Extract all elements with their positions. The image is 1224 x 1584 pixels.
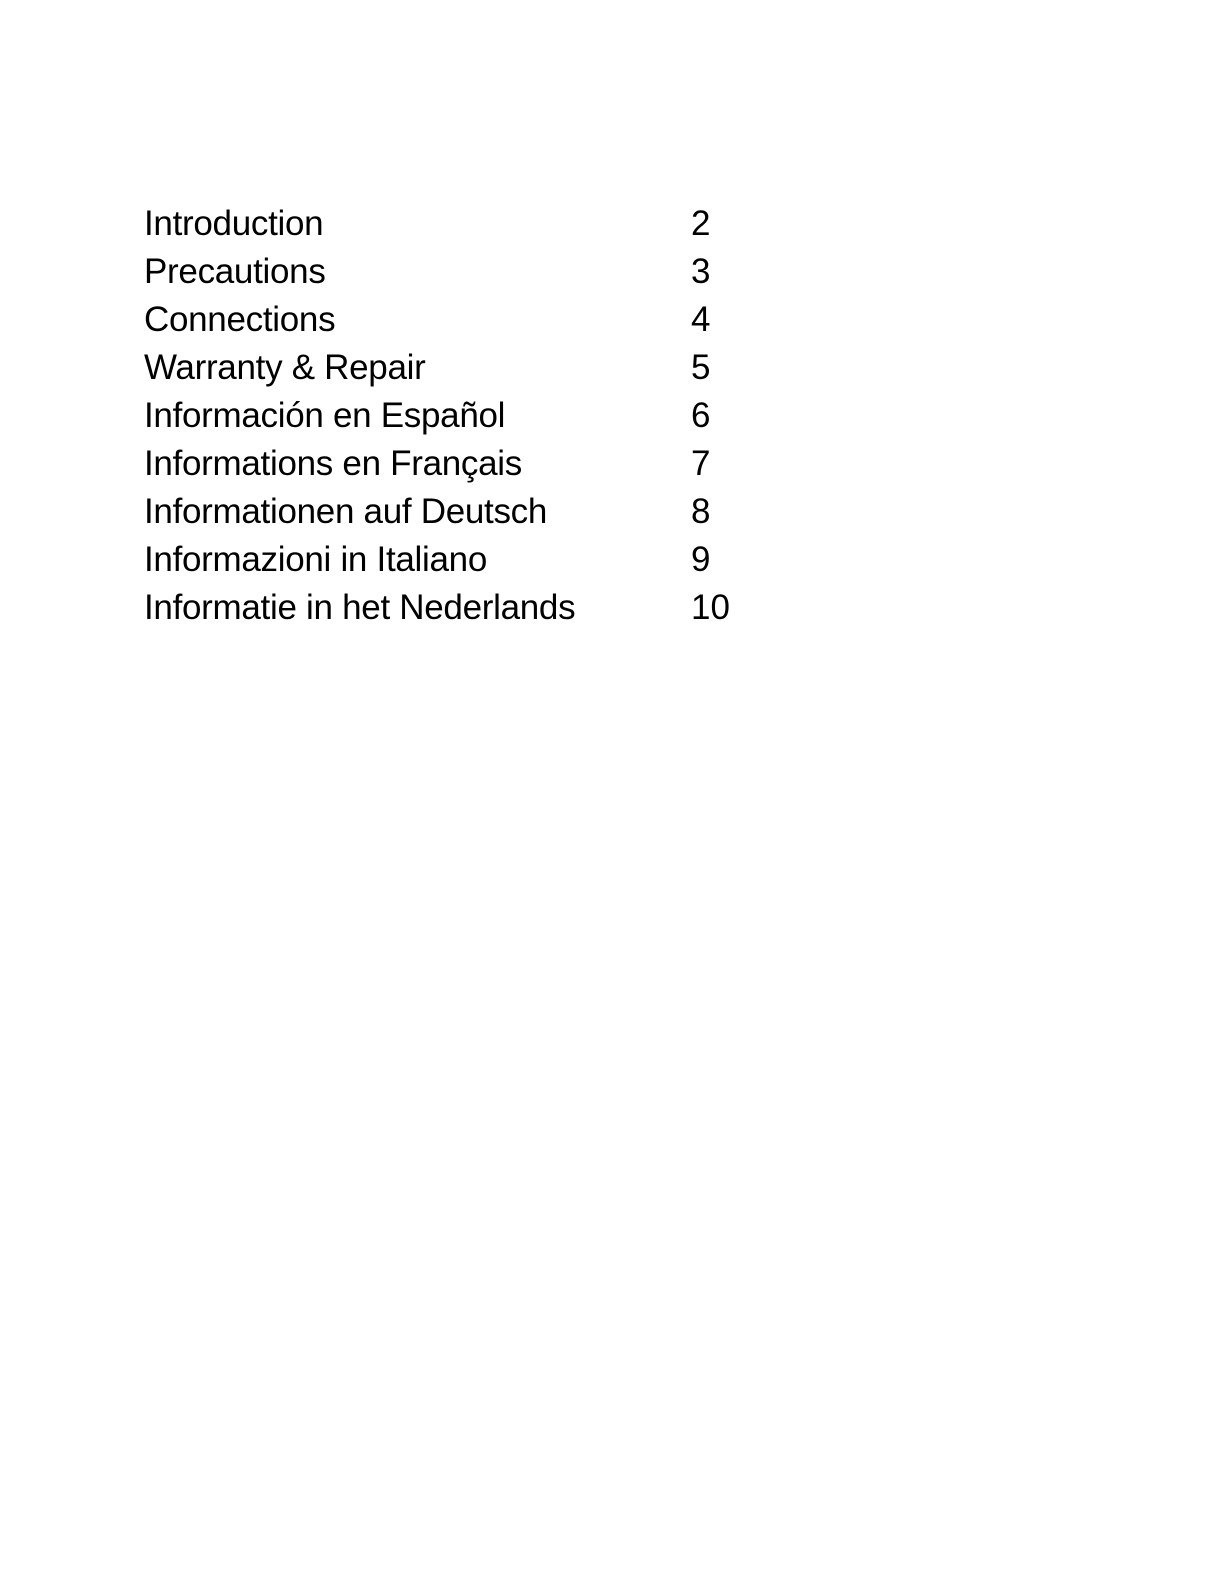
toc-entry-title: Precautions (144, 252, 326, 291)
table-of-contents (144, 200, 764, 632)
toc-entry-german[interactable] (144, 488, 764, 536)
toc-entry-page-number: 8 (691, 492, 711, 531)
toc-entry-title: Informationen auf Deutsch (144, 492, 548, 531)
toc-entry-french[interactable] (144, 440, 764, 488)
toc-entry-title: Informations en Français (144, 444, 522, 483)
toc-entry-page-number: 4 (691, 300, 711, 339)
toc-entry-title: Informazioni in Italiano (144, 540, 487, 579)
toc-entry-title: Introduction (144, 204, 324, 243)
toc-entry-spanish[interactable] (144, 392, 764, 440)
toc-entry-dutch[interactable] (144, 584, 764, 632)
toc-entry-page-number: 9 (691, 540, 711, 579)
toc-entry-page-number: 3 (691, 252, 711, 291)
toc-entry-page-number: 5 (691, 348, 711, 387)
toc-entry-page-number: 6 (691, 396, 711, 435)
toc-entry-connections[interactable] (144, 296, 764, 344)
toc-entry-page-number: 2 (691, 204, 711, 243)
toc-entry-italian[interactable] (144, 536, 764, 584)
toc-entry-title: Informatie in het Nederlands (144, 588, 576, 627)
toc-entry-page-number: 10 (691, 588, 730, 627)
toc-entry-title: Connections (144, 300, 336, 339)
toc-entry-warranty-repair[interactable] (144, 344, 764, 392)
toc-entry-introduction[interactable] (144, 200, 764, 248)
toc-entry-precautions[interactable] (144, 248, 764, 296)
toc-entry-title: Warranty & Repair (144, 348, 426, 387)
toc-entry-page-number: 7 (691, 444, 711, 483)
toc-entry-title: Información en Español (144, 396, 506, 435)
